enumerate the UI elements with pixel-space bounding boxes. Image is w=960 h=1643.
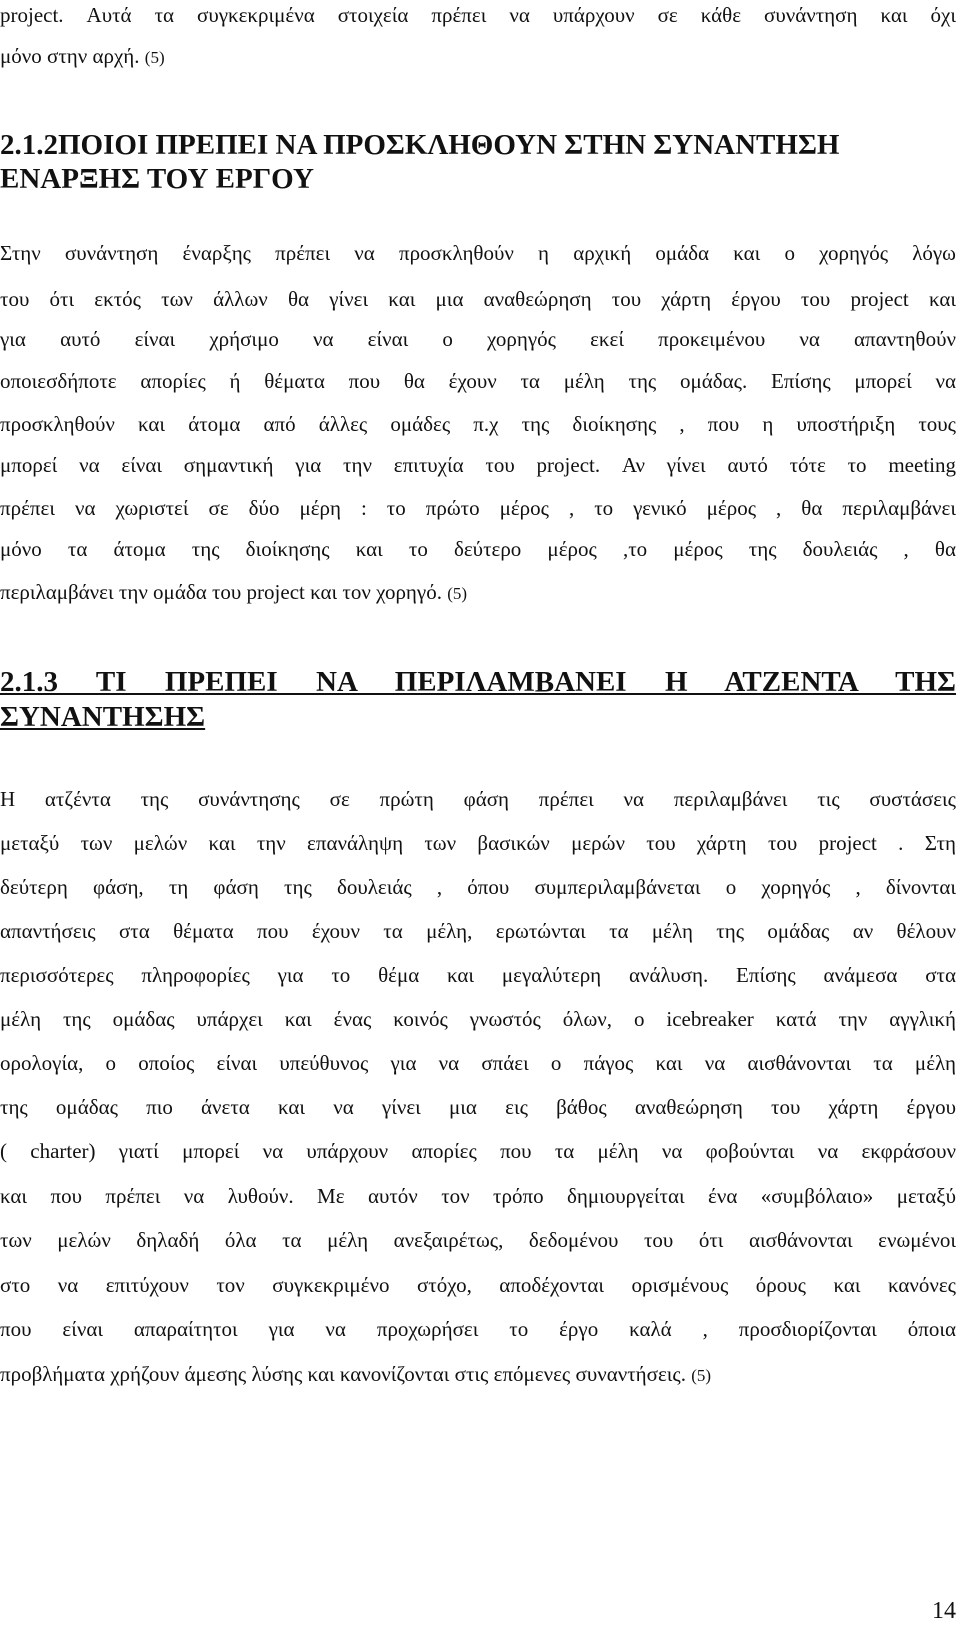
section-212-heading-line-2: ΕΝΑΡΞΗΣ ΤΟΥ ΕΡΓΟΥ — [0, 163, 314, 195]
section-213-last-line-text: προβλήματα χρήζουν άμεσης λύσης και κανονίζονται στις επόμενες συναντήσεις. — [0, 1362, 686, 1386]
citation: (5) — [691, 1366, 712, 1385]
section-212-last-line — [0, 577, 467, 609]
section-213-line: ορολογία, ο οποίος είναι υπεύθυνος για να σπάει ο πάγος και να αισθάνονται τα μέλη — [0, 1051, 956, 1075]
section-213-line: περισσότερες πληροφορίες για το θέμα και μεγαλύτερη ανάλυση. Επίσης ανάμεσα στα — [0, 963, 956, 987]
section-213-heading-line-1-text: 2.1.3 ΤΙ ΠΡΕΠΕΙ ΝΑ ΠΕΡΙΛΑΜΒΑΝΕΙ Η ΑΤΖΕΝΤΑ ΤΗΣ — [0, 666, 956, 698]
citation: (5) — [144, 48, 165, 67]
section-213-line: που είναι απαραίτητοι για να προχωρήσει το έργο καλά , προσδιορίζονται όποια — [0, 1317, 956, 1341]
section-213-line: ( charter) γιατί μπορεί να υπάρχουν απορίες που τα μέλη να φοβούνται να εκφράσουν — [0, 1139, 956, 1163]
section-213-line: Η ατζέντα της συνάντησης σε πρώτη φάση πρέπει να περιλαμβάνει τις συστάσεις — [0, 787, 956, 811]
intro-line-2 — [0, 41, 165, 73]
section-212-last-line-text: περιλαμβάνει την ομάδα του project και τον χορηγό. — [0, 580, 442, 604]
section-212-line: Στην συνάντηση έναρξης πρέπει να προσκληθούν η αρχική ομάδα και ο χορηγός λόγω — [0, 241, 956, 265]
section-212-line: οποιεσδήποτε απορίες ή θέματα που θα έχουν τα μέλη της ομάδας. Επίσης μπορεί να — [0, 369, 956, 393]
section-213-heading-line-2 — [0, 699, 205, 735]
section-212-line: μόνο τα άτομα της διοίκησης και το δεύτερο μέρος ,το μέρος της δουλειάς , θα — [0, 537, 956, 561]
section-212-line: για αυτό είναι χρήσιμο να είναι ο χορηγός εκεί προκειμένου να απαντηθούν — [0, 327, 956, 351]
page-number: 14 — [932, 1598, 956, 1624]
section-213-last-line — [0, 1359, 711, 1391]
section-212-line: προσκληθούν και άτομα από άλλες ομάδες π.χ της διοίκησης , που η υποστήριξη τους — [0, 412, 956, 436]
section-212-line: μπορεί να είναι σημαντική για την επιτυχία του project. Αν γίνει αυτό τότε το meeting — [0, 453, 956, 477]
section-212-line: πρέπει να χωριστεί σε δύο μέρη : το πρώτο μέρος , το γενικό μέρος , θα περιλαμβάνει — [0, 496, 956, 520]
intro-line-2-text: μόνο στην αρχή. — [0, 44, 140, 68]
section-213-line: μεταξύ των μελών και την επανάληψη των βασικών μερών του χάρτη του project . Στη — [0, 831, 956, 855]
section-213-line: απαντήσεις στα θέματα που έχουν τα μέλη, ερωτώνται τα μέλη της ομάδας αν θέλουν — [0, 919, 956, 943]
section-212-line: του ότι εκτός των άλλων θα γίνει και μια αναθεώρηση του χάρτη έργου του project και — [0, 287, 956, 311]
section-213-line: στο να επιτύχουν τον συγκεκριμένο στόχο, αποδέχονται ορισμένους όρους και κανόνες — [0, 1273, 956, 1297]
section-213-line: δεύτερη φάση, τη φάση της δουλειάς , όπου συμπεριλαμβάνεται ο χορηγός , δίνονται — [0, 875, 956, 899]
section-213-heading-line-1 — [0, 664, 956, 700]
section-212-heading-line-1: 2.1.2ΠΟΙΟΙ ΠΡΕΠΕΙ ΝΑ ΠΡΟΣΚΛΗΘΟΥΝ ΣΤΗΝ ΣΥΝΑΝΤΗΣΗ — [0, 129, 840, 161]
intro-line-1: project. Αυτά τα συγκεκριμένα στοιχεία πρέπει να υπάρχουν σε κάθε συνάντηση και όχι — [0, 3, 956, 27]
section-213-line: των μελών δηλαδή όλα τα μέλη ανεξαιρέτως, δεδομένου του ότι αισθάνονται ενωμένοι — [0, 1228, 956, 1252]
citation: (5) — [447, 584, 468, 603]
section-213-line: και που πρέπει να λυθούν. Με αυτόν τον τρόπο δημιουργείται ένα «συμβόλαιο» μεταξύ — [0, 1184, 956, 1208]
section-213-line: μέλη της ομάδας υπάρχει και ένας κοινός γνωστός όλων, ο icebreaker κατά την αγγλική — [0, 1007, 956, 1031]
section-213-line: της ομάδας πιο άνετα και να γίνει μια εις βάθος αναθεώρηση του χάρτη έργου — [0, 1095, 956, 1119]
section-213-heading-line-2-text: ΣΥΝΑΝΤΗΣΗΣ — [0, 701, 206, 733]
